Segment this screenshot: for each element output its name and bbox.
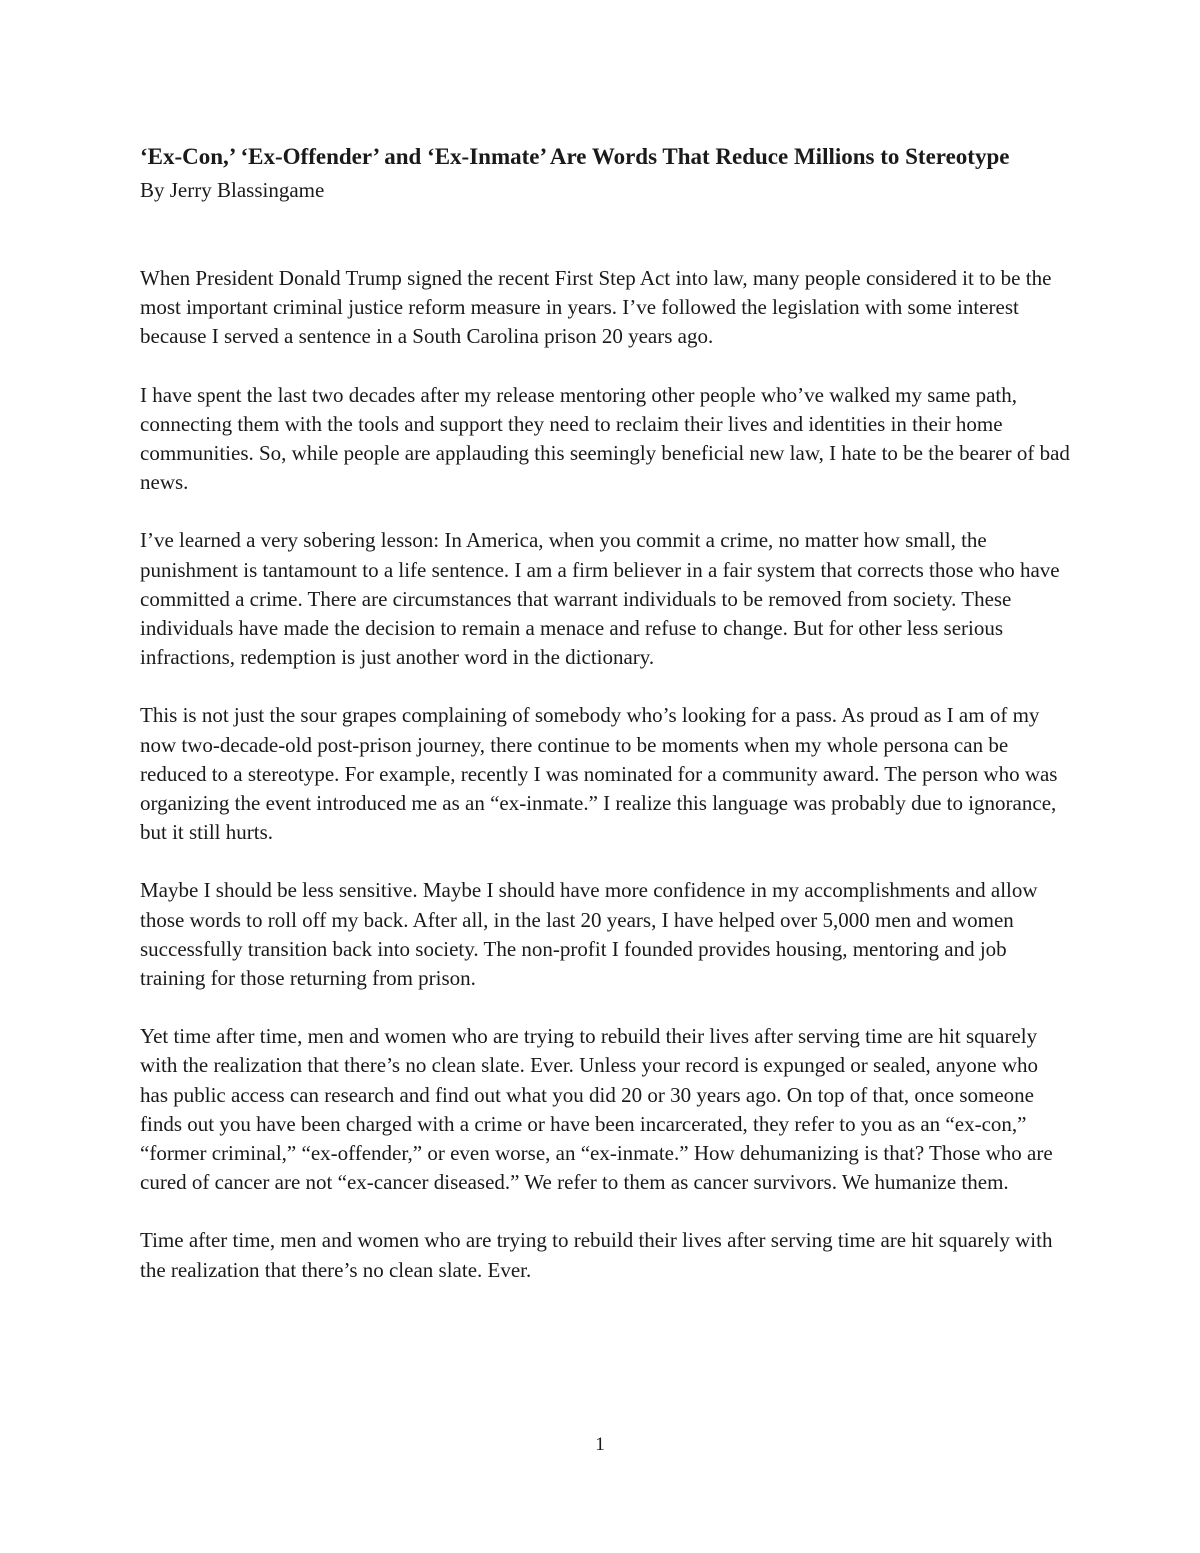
paragraph-4: This is not just the sour grapes complaining of somebody who’s looking for a pass. As proud as I am of my now two-decade-old post-prison journey, there continue to be moments when my whole persona can be reduced to a stereotype. For example, recently I was nominated for a community award. The person who was organizing the event introduced me as an “ex-inmate.” I realize this language was probably due to ignorance, but it still hurts. <box>140 703 1058 845</box>
paragraph-1: When President Donald Trump signed the recent First Step Act into law, many people considered it to be the most important criminal justice reform measure in years. I’ve followed the legislation with some interest because I served a sentence in a South Carolina prison 20 years ago. <box>140 266 1052 349</box>
paragraph-6: Yet time after time, men and women who are trying to rebuild their lives after serving time are hit squarely with the realization that there’s no clean slate. Ever. Unless your record is expunged or sealed, anyone who has public access can research and find out what you did 20 or 30 years ago. On top of that, once someone finds out you have been charged with a crime or have been incarcerated, they refer to you as an “ex-con,” “former criminal,” “ex-offender,” or even worse, an “ex-inmate.” How dehumanizing is that? Those who are cured of cancer are not “ex-cancer diseased.” We refer to them as cancer survivors. We humanize them. <box>140 1024 1053 1195</box>
article-body <box>140 264 1070 1285</box>
document-content <box>140 140 1070 1314</box>
article-title: ‘Ex-Con,’ ‘Ex-Offender’ and ‘Ex-Inmate’ Are Words That Reduce Millions to Stereotype <box>140 144 1010 169</box>
page-number: 1 <box>595 1434 605 1455</box>
paragraph-2: I have spent the last two decades after my release mentoring other people who’ve walked my same path, connecting them with the tools and support they need to reclaim their lives and identities in their home communities. So, while people are applauding this seemingly beneficial new law, I hate to be the bearer of bad news. <box>140 382 1070 495</box>
paragraph-7: Time after time, men and women who are trying to rebuild their lives after serving time are hit squarely with the realization that there’s no clean slate. Ever. <box>140 1228 1053 1282</box>
paragraph-5: Maybe I should be less sensitive. Maybe I should have more confidence in my accomplishments and allow those words to roll off my back. After all, in the last 20 years, I have helped over 5,000 men and women successfully transition back into society. The non-profit I founded provides housing, mentoring and job training for those returning from prison. <box>140 878 1038 991</box>
paragraph-3: I’ve learned a very sobering lesson: In America, when you commit a crime, no matter how small, the punishment is tantamount to a life sentence. I am a firm believer in a fair system that corrects those who have committed a crime. There are circumstances that warrant individuals to be removed from society. These individuals have made the decision to remain a menace and refuse to change. But for other less serious infractions, redemption is just another word in the dictionary. <box>140 528 1060 670</box>
author-byline: By Jerry Blassingame <box>140 178 325 202</box>
